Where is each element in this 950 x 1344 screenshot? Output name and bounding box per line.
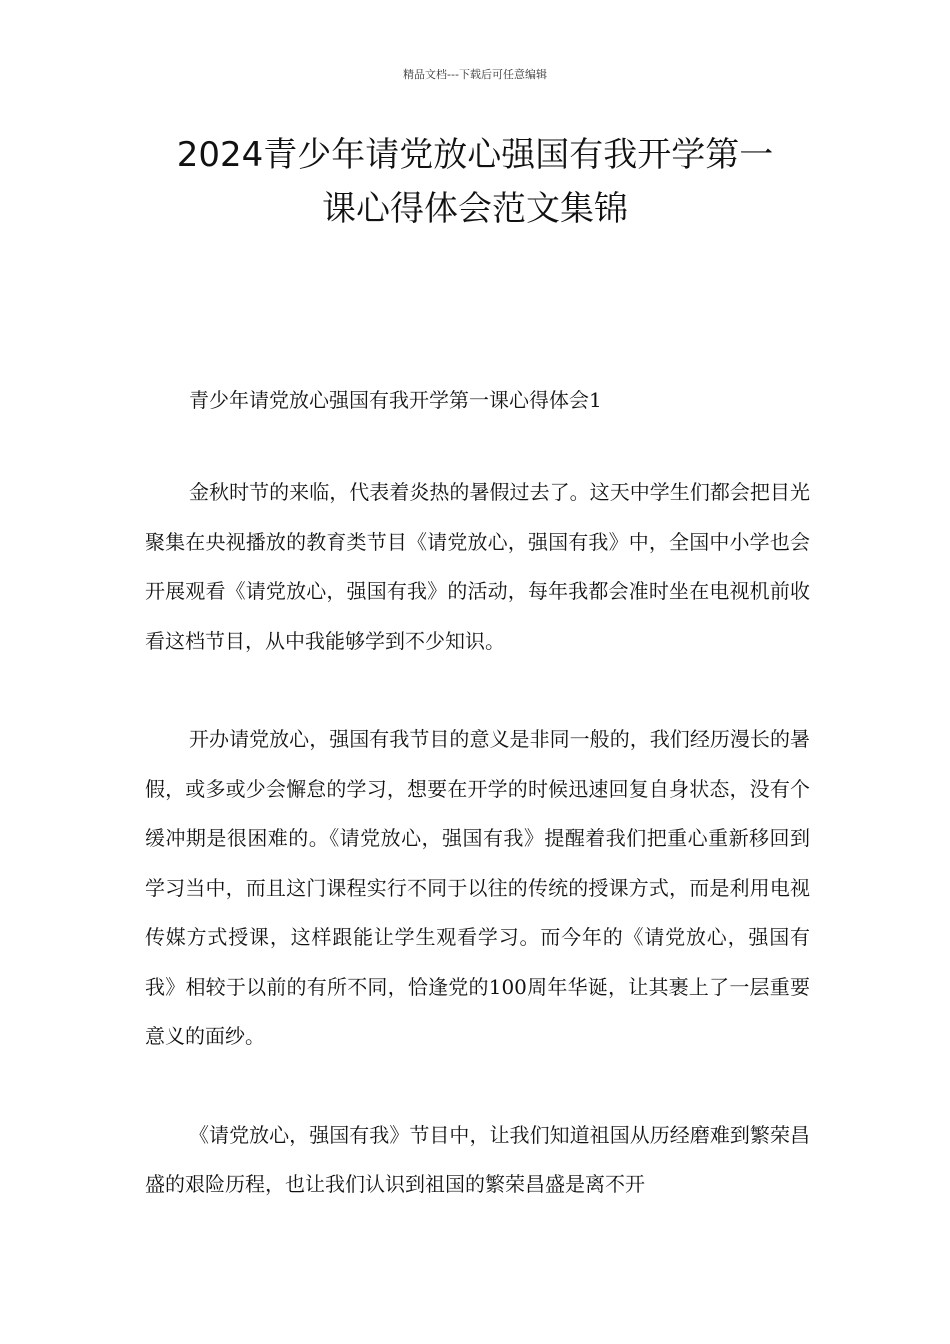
document-title-line-1: 2024青少年请党放心强国有我开学第一 [176,135,774,175]
paragraph-2: 开办请党放心，强国有我节目的意义是非同一般的，我们经历漫长的暑假，或多或少会懈怠的学习，想要在开学的时候迅速回复自身状态，没有个缓冲期是很困难的。《请党放心，强国有我》提醒着我们把重心重新移回到学习当中，而且这门课程实行不同于以往的传统的授课方式，而是利用电视传媒方式授课，这样跟能让学生观看学习。而今年的《请党放心，强国有我》相较于以前的有所不同，恰逢党的100周年华诞，让其裹上了一层重要意义的面纱。 [145,727,810,1048]
document-body [145,381,810,1259]
document-title-line-2: 课心得体会范文集锦 [322,189,628,229]
paragraph-1: 金秋时节的来临，代表着炎热的暑假过去了。这天中学生们都会把目光聚集在央视播放的教育类节目《请党放心，强国有我》中，全国中小学也会开展观看《请党放心，强国有我》的活动，每年我都会准时坐在电视机前收看这档节目，从中我能够学到不少知识。 [145,480,810,653]
paragraph-3: 《请党放心，强国有我》节目中，让我们知道祖国从历经磨难到繁荣昌盛的艰险历程，也让我们认识到祖国的繁荣昌盛是离不开 [145,1122,810,1196]
page-header-note: 精品文档---下载后可任意编辑 [403,68,547,81]
section-heading: 青少年请党放心强国有我开学第一课心得体会1 [189,388,602,412]
document-title [130,128,820,236]
